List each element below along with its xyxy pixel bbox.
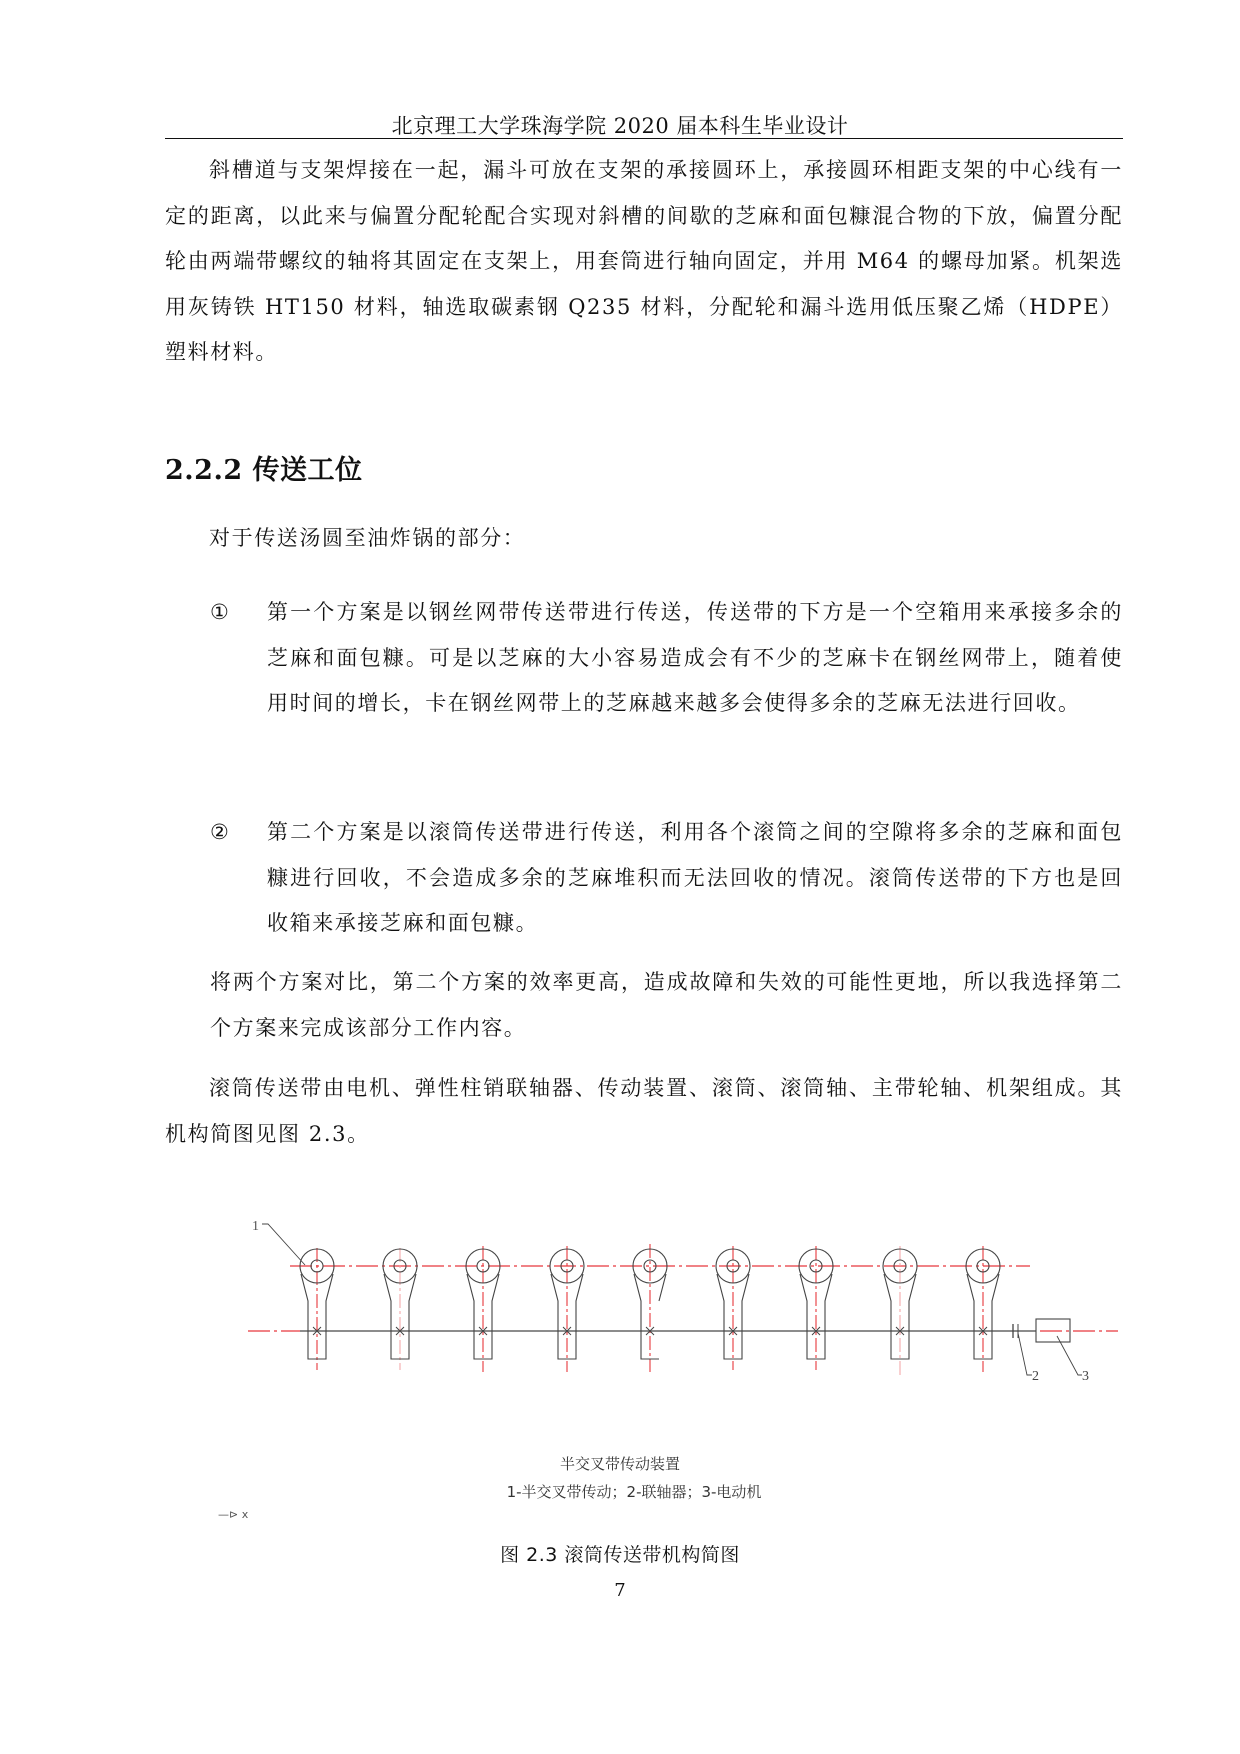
paragraph-intro: 对于传送汤圆至油炸锅的部分： xyxy=(209,526,526,550)
roller-conveyor-diagram xyxy=(200,1170,1150,1430)
paragraph-comparison: 将两个方案对比，第二个方案的效率更高，造成故障和失效的可能性更地，所以我选择第二个方案来完成该部分工作内容。 xyxy=(210,970,1123,1040)
rollers xyxy=(300,1244,1000,1376)
list-item-number: ② xyxy=(210,820,231,844)
figure-caption: 图 2.3 滚筒传送带机构简图 xyxy=(500,1544,740,1566)
figure-subtitle: 半交叉带传动装置 xyxy=(559,1455,680,1473)
list-item-text: 第一个方案是以钢丝网带传送带进行传送，传送带的下方是一个空箱用来承接多余的芝麻和面包糠。可是以芝麻的大小容易造成会有不少的芝麻卡在钢丝网带上，随着使用时间的增长，卡在钢丝网带上的芝麻越来越多会使得多余的芝麻无法进行回收。 xyxy=(267,600,1123,715)
axis-direction-note: —⊳ x xyxy=(218,1508,249,1521)
label-part-1: 1 xyxy=(252,1219,259,1234)
page-header-title: 北京理工大学珠海学院 2020 届本科生毕业设计 xyxy=(391,114,849,138)
list-item-option-1 xyxy=(210,590,1123,727)
list-item-text: 第二个方案是以滚筒传送带进行传送，利用各个滚筒之间的空隙将多余的芝麻和面包糠进行回收，不会造成多余的芝麻堆积而无法回收的情况。滚筒传送带的下方也是回收箱来承接芝麻和面包糠。 xyxy=(267,820,1123,935)
paragraph-structure-materials: 斜槽道与支架焊接在一起，漏斗可放在支架的承接圆环上，承接圆环相距支架的中心线有一定的距离，以此来与偏置分配轮配合实现对斜槽的间歇的芝麻和面包糠混合物的下放，偏置分配轮由两端带螺纹的轴将其固定在支架上，用套筒进行轴向固定，并用 M64 的螺母加紧。机架选用灰铸铁 HT150 材料，轴选取碳素钢 Q235 材料，分配轮和漏斗选用低压聚乙烯（HDPE）塑料材料。 xyxy=(165,158,1123,364)
list-item-number: ① xyxy=(210,600,231,624)
label-part-3: 3 xyxy=(1082,1369,1089,1384)
label-part-2: 2 xyxy=(1032,1369,1039,1384)
section-heading: 2.2.2 传送工位 xyxy=(165,455,363,486)
header-divider xyxy=(165,138,1123,139)
paragraph-components: 滚筒传送带由电机、弹性柱销联轴器、传动装置、滚筒、滚筒轴、主带轮轴、机架组成。其机构简图见图 2.3。 xyxy=(165,1076,1123,1146)
list-item-option-2 xyxy=(210,810,1123,947)
figure-legend: 1-半交叉带传动；2-联轴器；3-电动机 xyxy=(506,1483,762,1501)
page-number: 7 xyxy=(614,1580,626,1601)
